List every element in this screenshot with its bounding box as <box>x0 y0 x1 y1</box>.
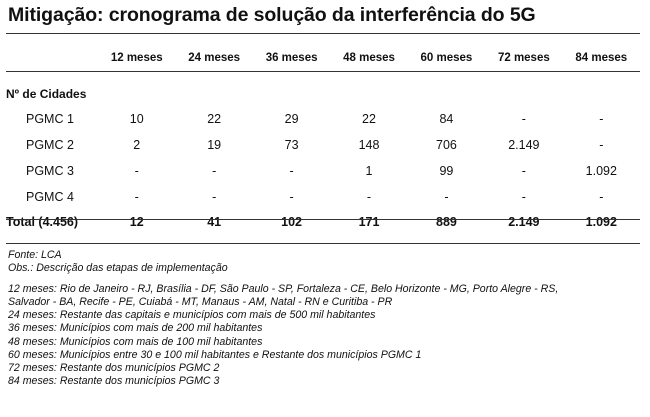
table-cell: - <box>521 112 526 126</box>
table-cell: 73 <box>284 138 299 152</box>
column-header <box>6 45 98 71</box>
total-cell: 2.149 <box>508 215 540 229</box>
section-label: Nº de Cidades <box>6 87 87 101</box>
note-line: 12 meses: Rio de Janeiro - RJ, Brasília - DF, São Paulo - SP, Fortaleza - CE, Belo Horizonte - MG, Porto Alegre - RS, <box>8 283 559 296</box>
column-header: 36 meses <box>265 52 318 64</box>
row-label: PGMC 4 <box>26 190 74 204</box>
section-row <box>6 82 640 106</box>
table-row <box>6 106 640 132</box>
table-cell: - <box>444 190 449 204</box>
table-cell: 148 <box>358 138 380 152</box>
table-cell: 19 <box>207 138 222 152</box>
notes-spacer <box>8 275 644 283</box>
note-line: 36 meses: Municípios com mais de 200 mil habitantes <box>8 322 263 335</box>
table-cell: 22 <box>207 112 222 126</box>
page-title: Mitigação: cronograma de solução da interferência do 5G <box>8 4 536 26</box>
table-cell: - <box>289 164 294 178</box>
row-label: PGMC 1 <box>26 112 74 126</box>
table-header-row <box>6 45 640 71</box>
column-header: 48 meses <box>343 52 395 64</box>
table-cell: - <box>212 164 217 178</box>
column-header: 60 meses <box>420 52 473 64</box>
table-cell: 2.149 <box>508 138 540 152</box>
table-cell: 706 <box>436 138 457 152</box>
table-cell: - <box>599 138 604 152</box>
note-line: 72 meses: Restante dos municípios PGMC 2 <box>8 361 220 374</box>
table-cell: - <box>521 190 526 204</box>
table-row <box>6 184 640 210</box>
note-line: Salvador - BA, Recife - PE, Cuiabá - MT, Manaus - AM, Natal - RN e Curitiba - PR <box>8 296 393 309</box>
table-cell: - <box>521 164 526 178</box>
total-cell: 171 <box>358 215 380 229</box>
table-cell: - <box>134 164 139 178</box>
table-cell: 29 <box>284 112 299 126</box>
table-cell: 99 <box>439 164 454 178</box>
table-row <box>6 158 640 184</box>
row-label: PGMC 2 <box>26 138 74 152</box>
total-cell: 889 <box>436 215 457 229</box>
table-row <box>6 132 640 158</box>
column-header: 72 meses <box>497 52 550 64</box>
total-cell: 12 <box>129 215 144 229</box>
total-top-rule <box>6 219 640 220</box>
total-cell: 102 <box>281 215 303 229</box>
table-cell: 1.092 <box>585 164 617 178</box>
column-header: 24 meses <box>188 52 241 64</box>
column-header: 84 meses <box>575 52 628 64</box>
total-bottom-rule <box>6 243 640 244</box>
total-label: Total (4.456) <box>6 215 79 229</box>
table-cell: - <box>599 190 604 204</box>
note-line: 48 meses: Municípios com mais de 100 mil habitantes <box>8 335 263 348</box>
total-cell: 41 <box>207 215 222 229</box>
row-label: PGMC 3 <box>26 164 74 178</box>
note-line: 84 meses: Restante dos municípios PGMC 3 <box>8 374 220 387</box>
table-cell: 2 <box>133 138 141 152</box>
header-rule <box>6 71 640 72</box>
table-cell: - <box>289 190 294 204</box>
note-line: 24 meses: Restante das capitais e municípios com mais de 500 mil habitantes <box>8 309 376 322</box>
table-cell: 10 <box>129 112 144 126</box>
obs-note: Obs.: Descrição das etapas de implementação <box>8 262 228 275</box>
table-cell: 22 <box>362 112 376 126</box>
spacer-row <box>6 71 640 82</box>
source-note: Fonte: LCA <box>8 249 62 261</box>
table-cell: 1 <box>365 164 373 178</box>
note-line: 60 meses: Municípios entre 30 e 100 mil habitantes e Restante dos municípios PGMC 1 <box>8 348 422 361</box>
table-cell: - <box>134 190 139 204</box>
top-rule <box>6 33 640 34</box>
column-header: 12 meses <box>110 52 163 64</box>
total-cell: 1.092 <box>585 215 617 229</box>
footnotes <box>8 249 644 388</box>
total-row <box>6 210 640 234</box>
table-cell: - <box>212 190 217 204</box>
table-cell: - <box>366 190 372 204</box>
table-cell: - <box>599 112 604 126</box>
schedule-table <box>6 45 640 234</box>
table-cell: 84 <box>439 112 454 126</box>
